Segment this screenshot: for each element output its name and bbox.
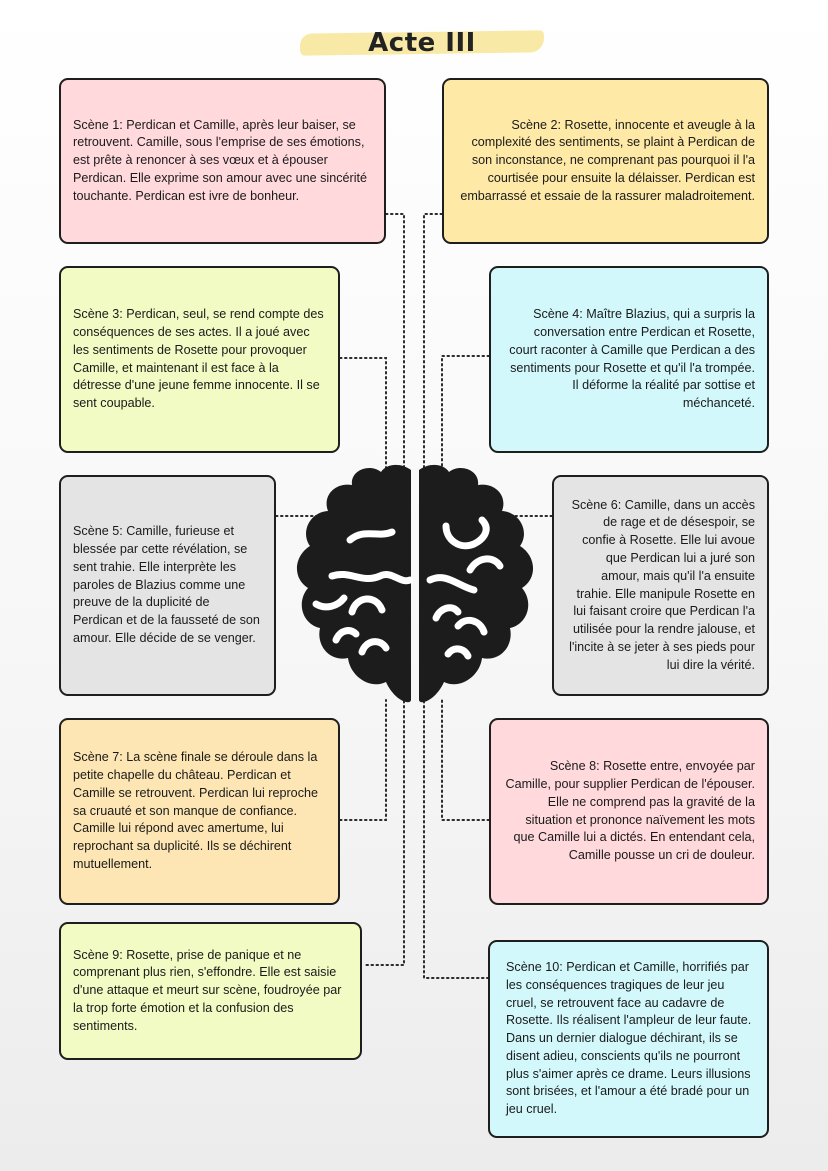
scene-3-box (59, 266, 340, 453)
scene-6-text: Scène 6: Camille, dans un accès de rage et de désespoir, se confie à Rosette. Elle lui avoue que Perdican lui a juré son amour, mais qu'il l'a ensuite trahie. Elle manipule Rosette en lui faisant croire que Perdican l'a utilisée pour la rendre jalouse, et l'incite à se jeter à ses pieds pour lui dire la vérité. (569, 497, 755, 672)
scene-2-box (442, 78, 769, 244)
scene-10-text: Scène 10: Perdican et Camille, horrifiés par les conséquences tragiques de leur jeu cruel, se retrouvent face au cadavre de Rosette. Ils réalisent l'ampleur de leur faute. Dans un dernier dialogue déchirant, ils se disent adieu, conscients qu'ils ne pourront plus s'aimer après ce drame. Leurs illusions sont brisées, et l'amour a été bradé pour un jeu cruel. (506, 959, 752, 1117)
scene-5-text: Scène 5: Camille, furieuse et blessée par cette révélation, se sent trahie. Elle interprète les paroles de Blazius comme une preuve de la duplicité de Perdican et de la fausseté de son amour. Elle décide de se venger. (73, 524, 260, 645)
scene-8-box (489, 718, 769, 905)
scene-6-box (552, 475, 769, 696)
scene-2-text: Scène 2: Rosette, innocente et aveugle à la complexité des sentiments, se plaint à Perdican de son inconstance, ne comprenant pas pourquoi il l'a courtisée pour ensuite la délaisser. Perdican est embarrassé et essaie de la rassurer maladroitement. (460, 117, 755, 203)
connector-scene-7 (340, 700, 386, 820)
scene-5-box (59, 475, 276, 696)
connector-scene-4 (442, 356, 489, 470)
scene-7-box (59, 718, 340, 905)
scene-4-box (489, 266, 769, 453)
brain-icon (297, 465, 533, 702)
connector-scene-1 (366, 214, 404, 965)
scene-10-box (488, 940, 769, 1138)
scene-1-box (59, 78, 386, 244)
title-banner (300, 24, 544, 62)
connector-scene-2 (424, 214, 488, 978)
connector-scene-8 (442, 700, 489, 820)
page-title: Acte III (368, 28, 476, 58)
scene-7-text: Scène 7: La scène finale se déroule dans la petite chapelle du château. Perdican et Camille se retrouvent. Perdican lui reproche sa cruauté et son manque de confiance. Camille lui répond avec amertume, lui reprochant sa duplicité. Ils se déchirent mutuellement. (73, 750, 318, 871)
scene-8-text: Scène 8: Rosette entre, envoyée par Camille, pour supplier Perdican de l'épouser. Elle ne comprend pas la gravité de la situation et prononce naïvement les mots que Camille lui a dictés. En entendant cela, Camille pousse un cri de douleur. (505, 759, 755, 863)
scene-9-text: Scène 9: Rosette, prise de panique et ne comprenant plus rien, s'effondre. Elle est saisie d'une attaque et meurt sur scène, foudroyée par la trop forte émotion et la confusion des sentiments. (73, 947, 342, 1033)
connector-scene-3 (340, 358, 386, 470)
scene-3-text: Scène 3: Perdican, seul, se rend compte des conséquences de ses actes. Il a joué avec les sentiments de Rosette pour provoquer Camille, et maintenant il est face à la détresse d'une jeune femme innocente. Il se sent coupable. (73, 307, 324, 411)
scene-4-text: Scène 4: Maître Blazius, qui a surpris la conversation entre Perdican et Rosette, court raconter à Camille que Perdican a des sentiments pour Rosette et qu'il l'a trompée. Il déforme la réalité par sottise et méchanceté. (509, 307, 755, 411)
scene-1-text: Scène 1: Perdican et Camille, après leur baiser, se retrouvent. Camille, sous l'emprise de ses émotions, est prête à renoncer à ses vœux et à épouser Perdican. Elle exprime son amour avec une sincérité touchante. Perdican est ivre de bonheur. (73, 117, 367, 203)
scene-9-box (59, 922, 362, 1060)
